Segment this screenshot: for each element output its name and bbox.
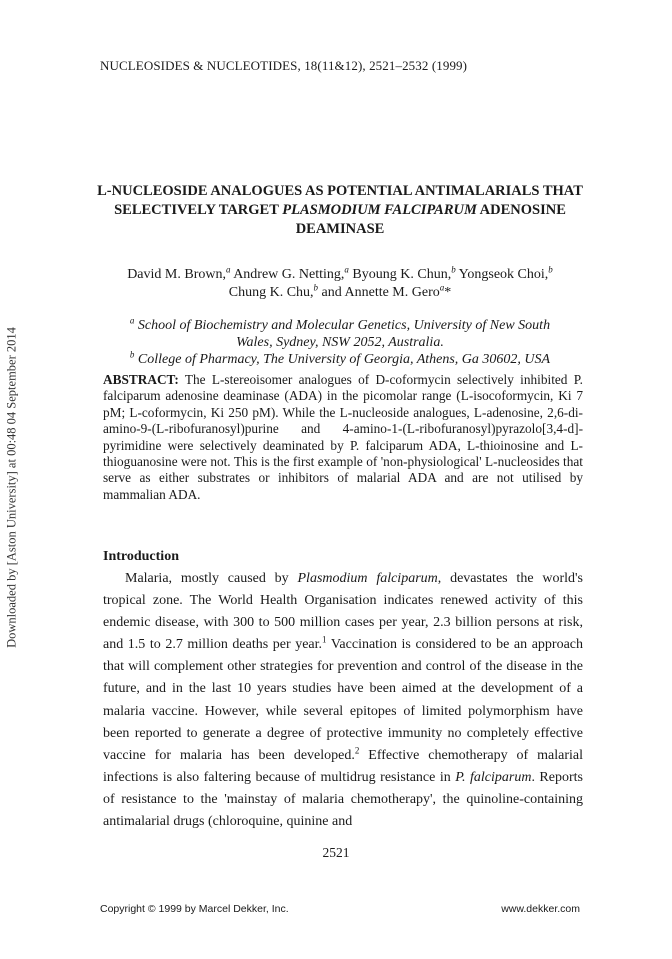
publisher-website: www.dekker.com <box>501 903 580 915</box>
title-species: PLASMODIUM FALCIPARUM <box>282 202 477 218</box>
text-run: Vaccination is considered to be an approach that will complement other strategies for prevention and control of the disease in the future, and in the last 10 years studies have been aimed at the development of a malaria vaccine. However, while several epitopes of limited polymorphism have been reported to generate a degree of protective immunity no completely effective vaccine for malaria has been developed. <box>103 637 584 763</box>
affiliation-mark: b <box>451 264 456 275</box>
introduction-body <box>103 568 583 833</box>
copyright-notice: Copyright © 1999 by Marcel Dekker, Inc. <box>100 903 289 915</box>
reference-mark: 1 <box>322 634 327 645</box>
affiliations <box>90 317 590 368</box>
author-name: Yongseok Choi, <box>455 267 549 282</box>
affiliation-a-cont: Wales, Sydney, NSW 2052, Australia. <box>236 335 444 350</box>
paragraph <box>103 568 583 833</box>
affiliation-mark: b <box>548 264 553 275</box>
affiliation-mark: a <box>225 264 231 275</box>
title-text: SELECTIVELY TARGET <box>114 202 283 218</box>
author-name: Chung K. Chu, <box>228 285 314 300</box>
author-name: Byoung K. Chun, <box>348 267 452 282</box>
title-line-2 <box>90 201 590 220</box>
author-list <box>90 266 590 302</box>
species-name: Plasmodium falciparum <box>297 571 438 586</box>
affiliation-a: School of Biochemistry and Molecular Genetics, University of New South <box>134 318 551 333</box>
section-heading: Introduction <box>103 549 179 564</box>
affiliation-mark: a <box>129 315 135 326</box>
author-name: Andrew G. Netting, <box>230 267 345 282</box>
paper-title <box>90 182 590 239</box>
text-run: Malaria, mostly caused by <box>125 571 298 586</box>
journal-header: NUCLEOSIDES & NUCLEOTIDES, 18(11&12), 2521–2532 (1999) <box>100 58 468 73</box>
text-run: Effective chemotherapy of malarial infections is also faltering because of multidrug resistance in <box>103 747 583 785</box>
page-number: 2521 <box>322 845 350 860</box>
title-text: ADENOSINE <box>476 202 566 218</box>
author-name: David M. Brown, <box>127 267 226 282</box>
affiliation-mark: a <box>344 264 349 275</box>
author-name: and Annette M. Gero <box>318 285 440 300</box>
abstract-text: The L-stereoisomer analogues of D-coformycin selectively inhibited P. falciparum adenosine deaminase (ADA) in the picomolar range (L-isocoformycin, Ki 7 pM; L-coformycin, Ki 250 pM). While the L-nucleoside analogues, L-adenosine, 2,6-di-amino-9-(L-ribofuranosyl)purine and 4-amino-1-(L-ribofuranosyl)pyrazolo[3,4-d]-pyrimidine were selectively deaminated by P. falciparum ADA, L-thioinosine and L-thioguanosine were not. This is the first example of 'non-physiological' L-nucleosides that serve as either substrates or inhibitors of malarial ADA and are not utilised by mammalian ADA. <box>103 372 583 502</box>
text-run: . Reports of resistance to the 'mainstay of malaria chemotherapy', the quinoline-containing antimalarial drugs (chloroquine, quinine and <box>103 769 583 830</box>
text-run: , devastates the world's tropical zone. The World Health Organisation indicates renewed activity of this endemic disease, with 300 to 500 million cases per year, 2.3 billion persons at risk, and 1.5 to 2.7 million deaths per year. <box>103 571 583 653</box>
title-line-1: L-NUCLEOSIDE ANALOGUES AS POTENTIAL ANTIMALARIALS THAT <box>97 183 583 199</box>
abstract-label: ABSTRACT: <box>103 372 179 387</box>
reference-mark: 2 <box>354 745 360 756</box>
abstract <box>103 372 583 503</box>
affiliation-mark: a <box>439 282 445 293</box>
species-name: P. falciparum <box>455 769 532 785</box>
affiliation-b: College of Pharmacy, The University of Georgia, Athens, Ga 30602, USA <box>134 352 551 367</box>
corresponding-mark: * <box>444 285 452 300</box>
affiliation-mark: b <box>129 349 135 360</box>
affiliation-mark: b <box>313 282 319 293</box>
download-watermark: Downloaded by [Aston University] at 00:48 04 September 2014 <box>4 327 19 648</box>
title-line-3: DEAMINASE <box>295 221 385 237</box>
